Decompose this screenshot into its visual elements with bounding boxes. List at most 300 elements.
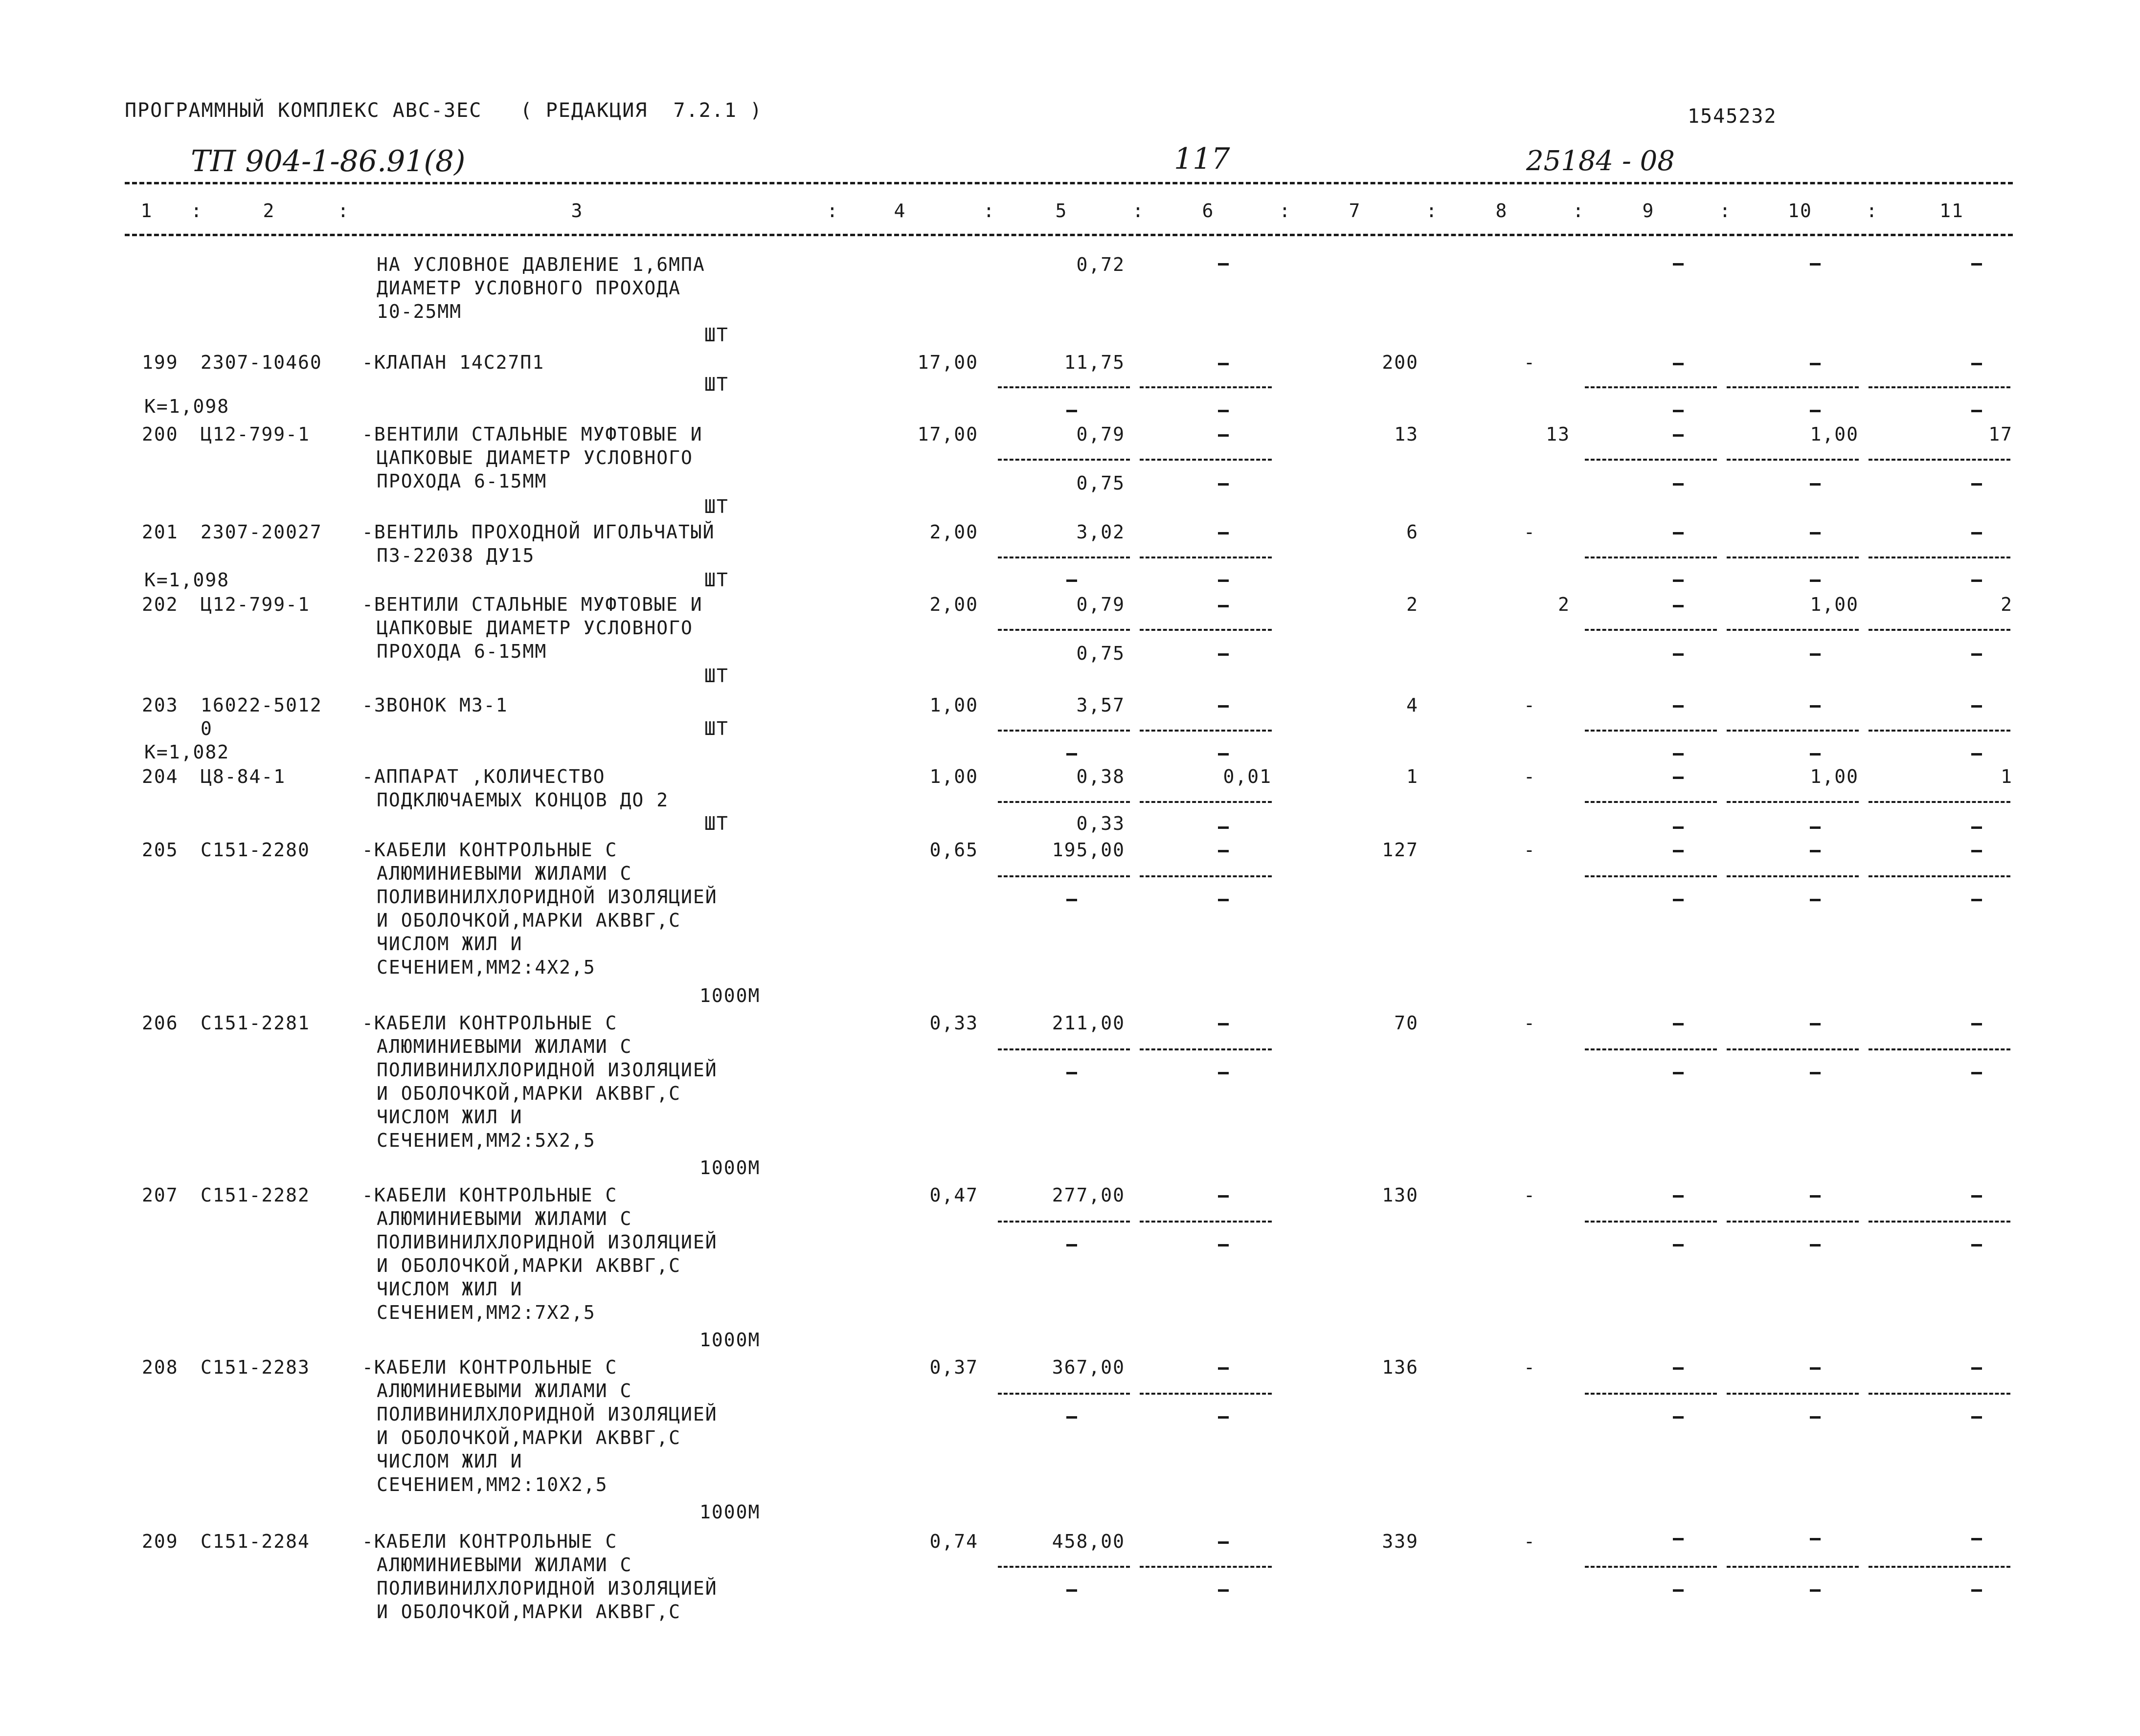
subtotal-rule [1585,1566,1717,1568]
row-code-continued: 0 [201,718,213,739]
row-value-col5: 0,79 [1076,423,1125,445]
row-number: 201 [142,521,179,543]
dash-mark [1218,579,1229,582]
row-unit: ШТ [704,665,729,687]
row-number: 209 [142,1531,179,1552]
dash-mark [1971,1244,1982,1246]
dash-mark [1218,653,1229,656]
row-unit: ШТ [704,324,729,346]
row-value-col5-alt: 0,33 [1076,813,1125,834]
dash-mark [1673,777,1684,779]
document-number: 25184 - 08 [1526,145,1675,177]
dash-mark [1673,263,1684,266]
dash-mark [1218,434,1229,437]
dash-mark [1971,653,1982,656]
row-unit: ШТ [704,569,729,591]
dash-mark [1673,1244,1684,1246]
row-number: 202 [142,594,179,615]
subtotal-rule [1727,730,1859,732]
dash-mark [1673,483,1684,486]
column-separator: : [827,200,839,222]
row-description: -ВЕНТИЛЬ ПРОХОДНОЙ ИГОЛЬЧАТЫЙ [362,521,715,543]
row-value-col4: 1,00 [929,694,978,716]
row-value-col8: - [1524,1184,1536,1206]
column-separator: : [1426,200,1438,222]
row-value-col5-alt: 0,75 [1076,643,1125,664]
subtotal-rule [1585,1048,1717,1050]
row-description: ЦАПКОВЫЕ ДИАМЕТР УСЛОВНОГО [377,447,693,468]
dash-mark [1971,483,1982,486]
dash-mark [1673,579,1684,582]
dash-mark [1673,899,1684,901]
row-value-col4: 0,37 [929,1357,978,1378]
row-value-col7: 200 [1382,352,1419,373]
row-code: С151-2280 [201,839,310,861]
row-number: 204 [142,766,179,787]
dash-mark [1971,363,1982,365]
row-description: ДИАМЕТР УСЛОВНОГО ПРОХОДА [377,277,681,299]
row-unit: ШТ [704,374,729,395]
dash-mark [1218,483,1229,486]
subtotal-rule [998,1048,1130,1050]
dash-mark [1971,1367,1982,1370]
row-description: АЛЮМИНИЕВЫМИ ЖИЛАМИ С [377,1036,632,1057]
column-header: 7 [1349,200,1361,222]
row-description: -КАБЕЛИ КОНТРОЛЬНЫЕ С [362,1012,618,1034]
row-unit: 1000М [699,1329,761,1351]
dash-mark [1218,899,1229,901]
subtotal-rule [998,801,1130,803]
row-number: 208 [142,1357,179,1378]
column-separator: : [1132,200,1145,222]
subtotal-rule [1727,556,1859,558]
dash-mark [1810,705,1821,708]
row-coefficient: К=1,098 [144,569,230,591]
row-value-col5: 211,00 [1052,1012,1125,1034]
dash-mark [1066,410,1077,412]
row-description: ПОЛИВИНИЛХЛОРИДНОЙ ИЗОЛЯЦИЕЙ [377,1059,718,1081]
row-description: АЛЮМИНИЕВЫМИ ЖИЛАМИ С [377,1554,632,1576]
row-value-col5-alt: 0,75 [1076,472,1125,494]
row-code: Ц12-799-1 [201,594,310,615]
row-description: ПОЛИВИНИЛХЛОРИДНОЙ ИЗОЛЯЦИЕЙ [377,1231,718,1253]
column-header: 6 [1202,200,1215,222]
subtotal-rule [1869,1221,2010,1223]
subtotal-rule [1727,1566,1859,1568]
row-code: 2307-20027 [201,521,322,543]
column-header: 10 [1788,200,1812,222]
dash-mark [1810,1195,1821,1198]
dash-mark [1673,1538,1684,1540]
row-description: 10-25ММ [377,301,462,322]
dash-mark [1810,653,1821,656]
subtotal-rule [1727,459,1859,461]
dash-mark [1218,1244,1229,1246]
row-description: -КАБЕЛИ КОНТРОЛЬНЫЕ С [362,1357,618,1378]
dash-mark [1971,263,1982,266]
row-value-col5: 0,38 [1076,766,1125,787]
dash-mark [1673,605,1684,607]
subtotal-rule [1869,386,2010,388]
row-unit: ШТ [704,718,729,739]
dash-mark [1810,532,1821,534]
dash-mark [1673,1023,1684,1025]
row-value-col10: 1,00 [1810,766,1859,787]
subtotal-rule [1727,1048,1859,1050]
dash-mark [1066,753,1077,756]
row-value-col4: 17,00 [917,352,978,373]
dash-mark [1066,1244,1077,1246]
subtotal-rule [1140,730,1272,732]
subtotal-rule [998,1566,1130,1568]
row-description: ПРОХОДА 6-15ММ [377,470,547,492]
dash-mark [1810,1367,1821,1370]
column-separator: : [338,200,350,222]
row-number: 207 [142,1184,179,1206]
subtotal-rule [998,875,1130,877]
row-description: ПОДКЛЮЧАЕМЫХ КОНЦОВ ДО 2 [377,789,669,811]
dash-mark [1971,1416,1982,1419]
subtotal-rule [1585,875,1717,877]
dash-mark [1218,1023,1229,1025]
row-value-col7: 339 [1382,1531,1419,1552]
dash-mark [1810,1416,1821,1419]
column-header: 3 [571,200,584,222]
column-header-rule [125,234,2013,236]
dash-mark [1810,1538,1821,1540]
subtotal-rule [1140,459,1272,461]
dash-mark [1218,363,1229,365]
row-value-col5: 277,00 [1052,1184,1125,1206]
row-value-col8: - [1524,1012,1536,1034]
subtotal-rule [998,629,1130,631]
row-value-col4: 1,00 [929,766,978,787]
subtotal-rule [1140,1393,1272,1395]
project-number: ТП 904-1-86.91(8) [191,144,466,178]
row-description: ЧИСЛОМ ЖИЛ И [377,1278,523,1300]
dash-mark [1971,1072,1982,1074]
dash-mark [1673,363,1684,365]
row-code: С151-2284 [201,1531,310,1552]
row-value-col4: 17,00 [917,423,978,445]
row-number: 200 [142,423,179,445]
dash-mark [1810,363,1821,365]
column-header: 9 [1642,200,1655,222]
column-header: 11 [1939,200,1964,222]
subtotal-rule [1869,556,2010,558]
dash-mark [1971,532,1982,534]
header-rule [125,182,2013,184]
subtotal-rule [998,730,1130,732]
dash-mark [1218,850,1229,852]
subtotal-rule [998,556,1130,558]
row-value-col8: 13 [1546,423,1570,445]
dash-mark [1066,899,1077,901]
row-coefficient: К=1,082 [144,741,230,763]
row-description: ПОЛИВИНИЛХЛОРИДНОЙ ИЗОЛЯЦИЕЙ [377,1578,718,1599]
row-description: И ОБОЛОЧКОЙ,МАРКИ АКВВГ,С [377,1083,681,1104]
row-number: 206 [142,1012,179,1034]
row-value-col5: 0,79 [1076,594,1125,615]
dash-mark [1218,1195,1229,1198]
row-value-col11: 2 [2001,594,2013,615]
dash-mark [1971,410,1982,412]
subtotal-rule [1869,459,2010,461]
row-value-col8: - [1524,1357,1536,1378]
subtotal-rule [1585,1393,1717,1395]
subtotal-rule [1140,875,1272,877]
subtotal-rule [1869,629,2010,631]
program-title: ПРОГРАММНЫЙ КОМПЛЕКС АВС-3ЕС ( РЕДАКЦИЯ 7.2.1 ) [125,99,763,122]
row-value-col4: 0,47 [929,1184,978,1206]
dash-mark [1218,605,1229,607]
dash-mark [1673,1367,1684,1370]
row-number: 203 [142,694,179,716]
document-code: 1545232 [1688,105,1777,128]
dash-mark [1218,532,1229,534]
subtotal-rule [998,386,1130,388]
row-value-col10: 1,00 [1810,423,1859,445]
dash-mark [1066,579,1077,582]
row-value-col7: 130 [1382,1184,1419,1206]
dash-mark [1971,1589,1982,1592]
column-separator: : [1573,200,1585,222]
row-value-col7: 136 [1382,1357,1419,1378]
dash-mark [1971,826,1982,829]
row-description: ЧИСЛОМ ЖИЛ И [377,1106,523,1128]
dash-mark [1218,826,1229,829]
row-description: СЕЧЕНИЕМ,ММ2:7Х2,5 [377,1302,596,1323]
dash-mark [1218,1589,1229,1592]
row-description: ЦАПКОВЫЕ ДИАМЕТР УСЛОВНОГО [377,617,693,639]
dash-mark [1673,1072,1684,1074]
row-value-col4: 0,74 [929,1531,978,1552]
row-number: 205 [142,839,179,861]
dash-mark [1971,1195,1982,1198]
row-value-col11: 17 [1988,423,2013,445]
dash-mark [1971,753,1982,756]
column-header: 1 [140,200,153,222]
dash-mark [1810,1072,1821,1074]
row-value-col5: 195,00 [1052,839,1125,861]
subtotal-rule [1585,730,1717,732]
row-description: И ОБОЛОЧКОЙ,МАРКИ АКВВГ,С [377,1427,681,1448]
row-description: -ВЕНТИЛИ СТАЛЬНЫЕ МУФТОВЫЕ И [362,594,703,615]
column-separator: : [1279,200,1291,222]
dash-mark [1218,753,1229,756]
subtotal-rule [1140,1221,1272,1223]
row-description: СЕЧЕНИЕМ,ММ2:10Х2,5 [377,1474,608,1495]
subtotal-rule [998,1393,1130,1395]
dash-mark [1810,753,1821,756]
dash-mark [1673,410,1684,412]
dash-mark [1066,1589,1077,1592]
row-description: -АППАРАТ ,КОЛИЧЕСТВО [362,766,606,787]
row-value-col10: 1,00 [1810,594,1859,615]
row-description: АЛЮМИНИЕВЫМИ ЖИЛАМИ С [377,1380,632,1402]
row-description: НА УСЛОВНОЕ ДАВЛЕНИЕ 1,6МПА [377,254,705,275]
subtotal-rule [1585,556,1717,558]
row-value-col7: 1 [1406,766,1419,787]
dash-mark [1066,1072,1077,1074]
row-unit: ШТ [704,813,729,834]
dash-mark [1810,826,1821,829]
subtotal-rule [998,1221,1130,1223]
subtotal-rule [1140,386,1272,388]
row-value-col5: 0,72 [1076,254,1125,275]
row-value-col4: 2,00 [929,521,978,543]
row-description: -КАБЕЛИ КОНТРОЛЬНЫЕ С [362,1531,618,1552]
row-value-col5: 458,00 [1052,1531,1125,1552]
column-separator: : [1866,200,1878,222]
row-value-col7: 127 [1382,839,1419,861]
row-value-col7: 70 [1394,1012,1419,1034]
subtotal-rule [1727,629,1859,631]
subtotal-rule [1869,730,2010,732]
subtotal-rule [1727,875,1859,877]
row-unit: 1000М [699,985,761,1006]
row-value-col8: - [1524,766,1536,787]
dash-mark [1810,850,1821,852]
row-value-col5: 367,00 [1052,1357,1125,1378]
row-description: И ОБОЛОЧКОЙ,МАРКИ АКВВГ,С [377,910,681,931]
row-description: -ЗВОНОК МЗ-1 [362,694,508,716]
subtotal-rule [1869,875,2010,877]
row-unit: 1000М [699,1501,761,1523]
row-value-col11: 1 [2001,766,2013,787]
row-code: Ц8-84-1 [201,766,286,787]
dash-mark [1971,850,1982,852]
dash-mark [1810,263,1821,266]
dash-mark [1673,705,1684,708]
row-description: ПОЛИВИНИЛХЛОРИДНОЙ ИЗОЛЯЦИЕЙ [377,1403,718,1425]
row-value-col5: 11,75 [1064,352,1125,373]
row-description: ПРОХОДА 6-15ММ [377,641,547,662]
dash-mark [1673,826,1684,829]
subtotal-rule [1585,801,1717,803]
row-description: -КАБЕЛИ КОНТРОЛЬНЫЕ С [362,839,618,861]
row-description: ПОЛИВИНИЛХЛОРИДНОЙ ИЗОЛЯЦИЕЙ [377,886,718,908]
dash-mark [1810,1589,1821,1592]
row-code: С151-2281 [201,1012,310,1034]
row-code: С151-2282 [201,1184,310,1206]
subtotal-rule [1140,801,1272,803]
column-header: 8 [1495,200,1508,222]
row-description: П3-22038 ДУ15 [377,545,535,566]
row-description: -КЛАПАН 14С27П1 [362,352,545,373]
row-unit: ШТ [704,496,729,517]
subtotal-rule [1140,1566,1272,1568]
dash-mark [1218,705,1229,708]
dash-mark [1066,1416,1077,1419]
page-number: 117 [1174,142,1230,176]
dash-mark [1218,1416,1229,1419]
row-description: -КАБЕЛИ КОНТРОЛЬНЫЕ С [362,1184,618,1206]
row-description: АЛЮМИНИЕВЫМИ ЖИЛАМИ С [377,863,632,884]
row-value-col7: 4 [1406,694,1419,716]
subtotal-rule [1140,1048,1272,1050]
row-value-col7: 13 [1394,423,1419,445]
subtotal-rule [1585,1221,1717,1223]
row-code: 2307-10460 [201,352,322,373]
column-separator: : [1719,200,1732,222]
subtotal-rule [1869,1566,2010,1568]
row-value-col6: 0,01 [1223,766,1272,787]
column-header: 2 [263,200,275,222]
dash-mark [1218,410,1229,412]
dash-mark [1810,579,1821,582]
dash-mark [1971,705,1982,708]
row-value-col4: 0,33 [929,1012,978,1034]
dash-mark [1810,899,1821,901]
row-coefficient: К=1,098 [144,396,230,417]
row-value-col4: 0,65 [929,839,978,861]
subtotal-rule [1727,801,1859,803]
row-description: И ОБОЛОЧКОЙ,МАРКИ АКВВГ,С [377,1255,681,1276]
row-description: СЕЧЕНИЕМ,ММ2:5Х2,5 [377,1130,596,1151]
column-separator: : [983,200,995,222]
column-header: 5 [1055,200,1068,222]
dash-mark [1971,899,1982,901]
row-code: С151-2283 [201,1357,310,1378]
subtotal-rule [1727,1393,1859,1395]
row-value-col5: 3,57 [1076,694,1125,716]
dash-mark [1673,532,1684,534]
subtotal-rule [1727,1221,1859,1223]
dash-mark [1971,1023,1982,1025]
row-value-col8: - [1524,694,1536,716]
dash-mark [1810,410,1821,412]
row-description: -ВЕНТИЛИ СТАЛЬНЫЕ МУФТОВЫЕ И [362,423,703,445]
dash-mark [1673,1195,1684,1198]
subtotal-rule [1869,801,2010,803]
dash-mark [1218,1072,1229,1074]
dash-mark [1218,1367,1229,1370]
subtotal-rule [998,459,1130,461]
row-value-col8: 2 [1558,594,1570,615]
dash-mark [1673,753,1684,756]
row-number: 199 [142,352,179,373]
subtotal-rule [1869,1048,2010,1050]
dash-mark [1810,483,1821,486]
subtotal-rule [1585,459,1717,461]
row-description: ЧИСЛОМ ЖИЛ И [377,1450,523,1472]
column-separator: : [191,200,203,222]
dash-mark [1810,1244,1821,1246]
subtotal-rule [1140,629,1272,631]
dash-mark [1810,1023,1821,1025]
dash-mark [1673,653,1684,656]
subtotal-rule [1727,386,1859,388]
column-header: 4 [894,200,906,222]
subtotal-rule [1140,556,1272,558]
row-description: ЧИСЛОМ ЖИЛ И [377,933,523,955]
row-value-col7: 6 [1406,521,1419,543]
dash-mark [1971,579,1982,582]
row-value-col8: - [1524,352,1536,373]
row-value-col4: 2,00 [929,594,978,615]
dash-mark [1673,1416,1684,1419]
dash-mark [1971,1538,1982,1540]
row-description: СЕЧЕНИЕМ,ММ2:4Х2,5 [377,957,596,978]
dash-mark [1673,1589,1684,1592]
row-description: АЛЮМИНИЕВЫМИ ЖИЛАМИ С [377,1208,632,1229]
dash-mark [1673,850,1684,852]
row-value-col7: 2 [1406,594,1419,615]
dash-mark [1673,434,1684,437]
subtotal-rule [1869,1393,2010,1395]
subtotal-rule [1585,629,1717,631]
